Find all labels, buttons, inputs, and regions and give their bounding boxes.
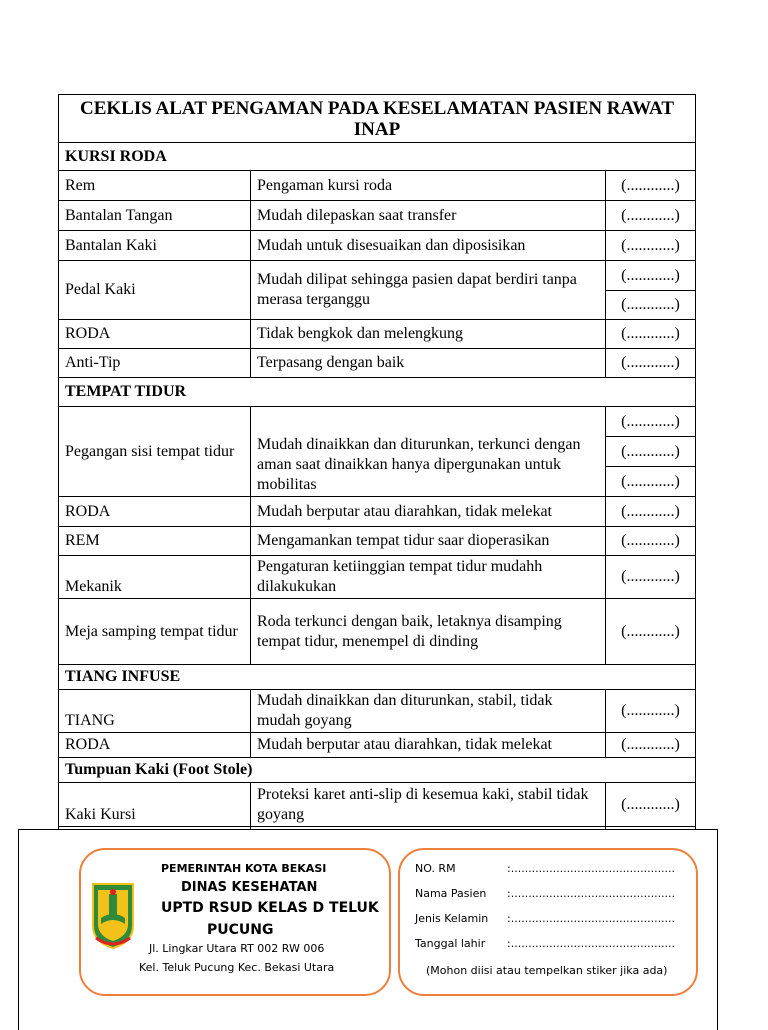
check-field[interactable]: (............)	[606, 171, 696, 201]
desc-anti-tip: Terpasang dengan baik	[251, 349, 606, 378]
item-anti-tip: Anti-Tip	[59, 349, 251, 378]
header-line-4: PUCUNG	[207, 922, 274, 938]
desc-tiang: Mudah dinaikkan dan diturunkan, stabil, tidak mudah goyang	[251, 690, 606, 733]
check-field[interactable]: (............)	[606, 497, 696, 527]
field-value[interactable]: :...............................................	[507, 912, 676, 925]
section-tiang-infuse: TIANG INFUSE	[59, 665, 696, 690]
field-label: Tanggal lahir	[415, 937, 486, 950]
section-tumpuan-kaki: Tumpuan Kaki (Foot Stole)	[59, 758, 696, 783]
check-field[interactable]: (............)	[606, 599, 696, 665]
desc-mekanik: Pengaturan ketiinggian tempat tidur mudahh dilakukukan	[251, 556, 606, 599]
desc-roda-infuse: Mudah berputar atau diarahkan, tidak melekat	[251, 733, 606, 758]
section-tempat-tidur: TEMPAT TIDUR	[59, 378, 696, 407]
check-field[interactable]: (............)	[606, 783, 696, 827]
field-label: Jenis Kelamin	[415, 912, 489, 925]
document-title: CEKLIS ALAT PENGAMAN PADA KESELAMATAN PASIEN RAWAT INAP	[59, 95, 696, 143]
item-bantalan-tangan: Bantalan Tangan	[59, 201, 251, 231]
bekasi-city-emblem-icon	[90, 880, 136, 950]
patient-identity-box	[398, 848, 698, 996]
check-field[interactable]: (............)	[606, 690, 696, 733]
desc-roda-tidur: Mudah berputar atau diarahkan, tidak melekat	[251, 497, 606, 527]
check-field[interactable]: (............)	[606, 320, 696, 349]
desc-meja: Roda terkunci dengan baik, letaknya disamping tempat tidur, menempel di dinding	[251, 599, 606, 665]
header-address-2: Kel. Teluk Pucung Kec. Bekasi Utara	[139, 961, 335, 974]
check-field[interactable]: (............)	[606, 556, 696, 599]
item-pegangan: Pegangan sisi tempat tidur	[59, 407, 251, 497]
desc-pegangan: Mudah dinaikkan dan diturunkan, terkunci dengan aman saat dinaikkan hanya dipergunakan untuk mobilitas	[251, 407, 606, 497]
item-roda-infuse: RODA	[59, 733, 251, 758]
check-field[interactable]: (............)	[606, 467, 696, 497]
item-mekanik: Mekanik	[59, 556, 251, 599]
check-field[interactable]: (............)	[606, 261, 696, 291]
desc-rem: Pengaman kursi roda	[251, 171, 606, 201]
desc-bantalan-kaki: Mudah untuk disesuaikan dan diposisikan	[251, 231, 606, 261]
header-line-3: UPTD RSUD KELAS D TELUK	[161, 900, 379, 916]
hospital-header-box	[79, 848, 391, 996]
field-value[interactable]: :...............................................	[507, 887, 676, 900]
item-rem: Rem	[59, 171, 251, 201]
header-address-1: Jl. Lingkar Utara RT 002 RW 006	[149, 942, 325, 955]
checklist-table	[58, 94, 696, 899]
desc-pedal-kaki: Mudah dilipat sehingga pasien dapat berdiri tanpa merasa terganggu	[251, 261, 606, 320]
header-line-2: DINAS KESEHATAN	[181, 880, 318, 895]
desc-kaki-kursi: Proteksi karet anti-slip di kesemua kaki, stabil tidak goyang	[251, 783, 606, 827]
check-field[interactable]: (............)	[606, 231, 696, 261]
check-field[interactable]: (............)	[606, 733, 696, 758]
item-rem-tidur: REM	[59, 527, 251, 556]
check-field[interactable]: (............)	[606, 201, 696, 231]
field-value[interactable]: :...............................................	[507, 937, 676, 950]
check-field[interactable]: (............)	[606, 527, 696, 556]
fill-instruction: (Mohon diisi atau tempelkan stiker jika ada)	[426, 964, 668, 977]
header-line-1: PEMERINTAH KOTA BEKASI	[161, 862, 327, 875]
item-pedal-kaki: Pedal Kaki	[59, 261, 251, 320]
check-field[interactable]: (............)	[606, 349, 696, 378]
desc-rem-tidur: Mengamankan tempat tidur saar dioperasikan	[251, 527, 606, 556]
item-kaki-kursi: Kaki Kursi	[59, 783, 251, 827]
check-field[interactable]: (............)	[606, 437, 696, 467]
item-tiang: TIANG	[59, 690, 251, 733]
field-label: NO. RM	[415, 862, 456, 875]
item-roda: RODA	[59, 320, 251, 349]
item-roda-tidur: RODA	[59, 497, 251, 527]
desc-bantalan-tangan: Mudah dilepaskan saat transfer	[251, 201, 606, 231]
section-kursi-roda: KURSI RODA	[59, 143, 696, 171]
item-meja: Meja samping tempat tidur	[59, 599, 251, 665]
check-field[interactable]: (............)	[606, 407, 696, 437]
field-label: Nama Pasien	[415, 887, 487, 900]
item-bantalan-kaki: Bantalan Kaki	[59, 231, 251, 261]
field-value[interactable]: :...............................................	[507, 862, 676, 875]
desc-roda: Tidak bengkok dan melengkung	[251, 320, 606, 349]
check-field[interactable]: (............)	[606, 291, 696, 320]
